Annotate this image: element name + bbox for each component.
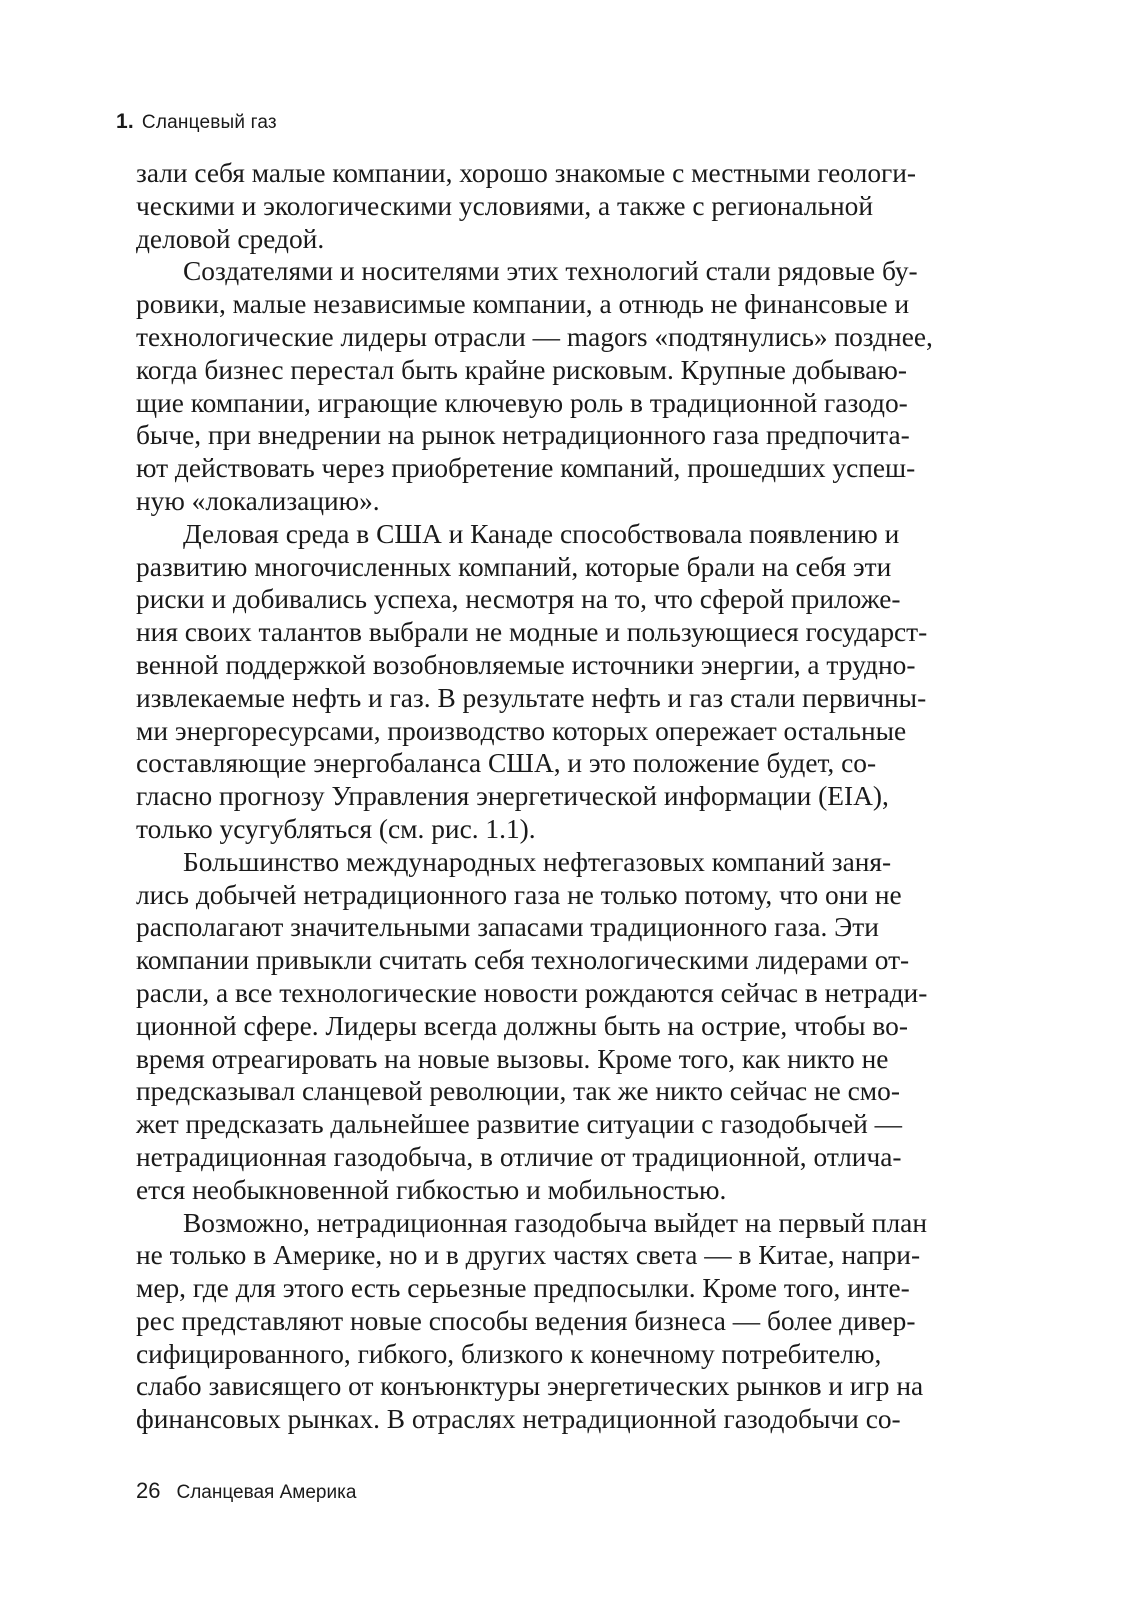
text-line: предсказывал сланцевой революции, так же никто сейчас не смо-: [136, 1076, 900, 1107]
page-footer: [136, 1478, 356, 1504]
text-line: ровики, малые независимые компании, а отнюдь не финансовые и: [136, 289, 910, 320]
chapter-number: 1.: [116, 110, 134, 133]
text-line: составляющие энергобаланса США, и это положение будет, со-: [136, 748, 877, 779]
text-line: слабо зависящего от конъюнктуры энергетических рынков и игр на: [136, 1371, 924, 1402]
text-line: не только в Америке, но и в других частях света — в Китае, напри-: [136, 1240, 921, 1271]
text-line: зали себя малые компании, хорошо знакомые с местными геологи-: [136, 158, 917, 188]
paragraph: [136, 157, 992, 255]
text-line: только усугубляться (см. рис. 1.1).: [136, 813, 536, 844]
text-line: Большинство международных нефтегазовых компаний заня-: [183, 846, 892, 877]
text-line: венной поддержкой возобновляемые источники энергии, а трудно-: [136, 649, 916, 680]
paragraph: [136, 1207, 992, 1437]
text-line: деловой средой.: [136, 223, 325, 254]
text-line: извлекаемые нефть и газ. В результате нефть и газ стали первичны-: [136, 682, 927, 713]
book-title: Сланцевая Америка: [176, 1482, 357, 1503]
text-line: нетрадиционная газодобыча, в отличие от традиционной, отлича-: [136, 1141, 902, 1172]
text-line: ционной сфере. Лидеры всегда должны быть на острие, чтобы во-: [136, 1010, 908, 1041]
text-line: расли, а все технологические новости рождаются сейчас в нетради-: [136, 977, 928, 1008]
text-line: риски и добивались успеха, несмотря на то, что сферой приложе-: [136, 584, 901, 615]
chapter-title: Сланцевый газ: [141, 112, 277, 133]
text-line: финансовых рынках. В отраслях нетрадиционной газодобычи со-: [136, 1404, 901, 1435]
text-line: Создателями и носителями этих технологий стали рядовые бу-: [183, 256, 918, 287]
text-line: ется необыкновенной гибкостью и мобильностью.: [136, 1174, 727, 1205]
text-line: Деловая среда в США и Канаде способствовала появлению и: [183, 518, 900, 549]
paragraph: [136, 518, 992, 846]
text-line: компании привыкли считать себя технологическими лидерами от-: [136, 945, 910, 976]
text-line: располагают значительными запасами традиционного газа. Эти: [136, 912, 879, 943]
text-line: ную «локализацию».: [136, 485, 380, 516]
paragraph: [136, 255, 992, 517]
text-line: рес представляют новые способы ведения бизнеса — более дивер-: [136, 1305, 916, 1336]
text-line: лись добычей нетрадиционного газа не только потому, что они не: [136, 879, 902, 910]
text-line: гласно прогнозу Управления энергетической информации (EIA),: [136, 781, 889, 812]
text-line: ют действовать через приобретение компаний, прошедших успеш-: [136, 453, 916, 484]
text-line: быче, при внедрении на рынок нетрадиционного газа предпочита-: [136, 420, 910, 451]
running-header: [116, 110, 277, 134]
text-line: когда бизнес перестал быть крайне рисковым. Крупные добываю-: [136, 354, 907, 385]
text-line: мер, где для этого есть серьезные предпосылки. Кроме того, инте-: [136, 1273, 910, 1304]
text-line: ния своих талантов выбрали не модные и пользующиеся государст-: [136, 617, 928, 648]
text-line: ческими и экологическими условиями, а также с региональной: [136, 190, 874, 221]
text-line: время отреагировать на новые вызовы. Кроме того, как никто не: [136, 1043, 889, 1074]
text-line: Возможно, нетрадиционная газодобыча выйдет на первый план: [183, 1207, 927, 1238]
text-line: жет предсказать дальнейшее развитие ситуации с газодобычей —: [136, 1109, 903, 1140]
text-line: технологические лидеры отрасли — magors «подтянулись» позднее,: [136, 321, 933, 352]
body-text: [136, 157, 992, 1436]
text-line: щие компании, играющие ключевую роль в традиционной газодо-: [136, 387, 908, 418]
text-line: ми энергоресурсами, производство которых опережает остальные: [136, 715, 907, 746]
text-line: сифицированного, гибкого, близкого к конечному потребителю,: [136, 1338, 882, 1369]
text-line: развитию многочисленных компаний, которые брали на себя эти: [136, 551, 892, 582]
page-number: 26: [136, 1478, 161, 1503]
paragraph: [136, 846, 992, 1207]
